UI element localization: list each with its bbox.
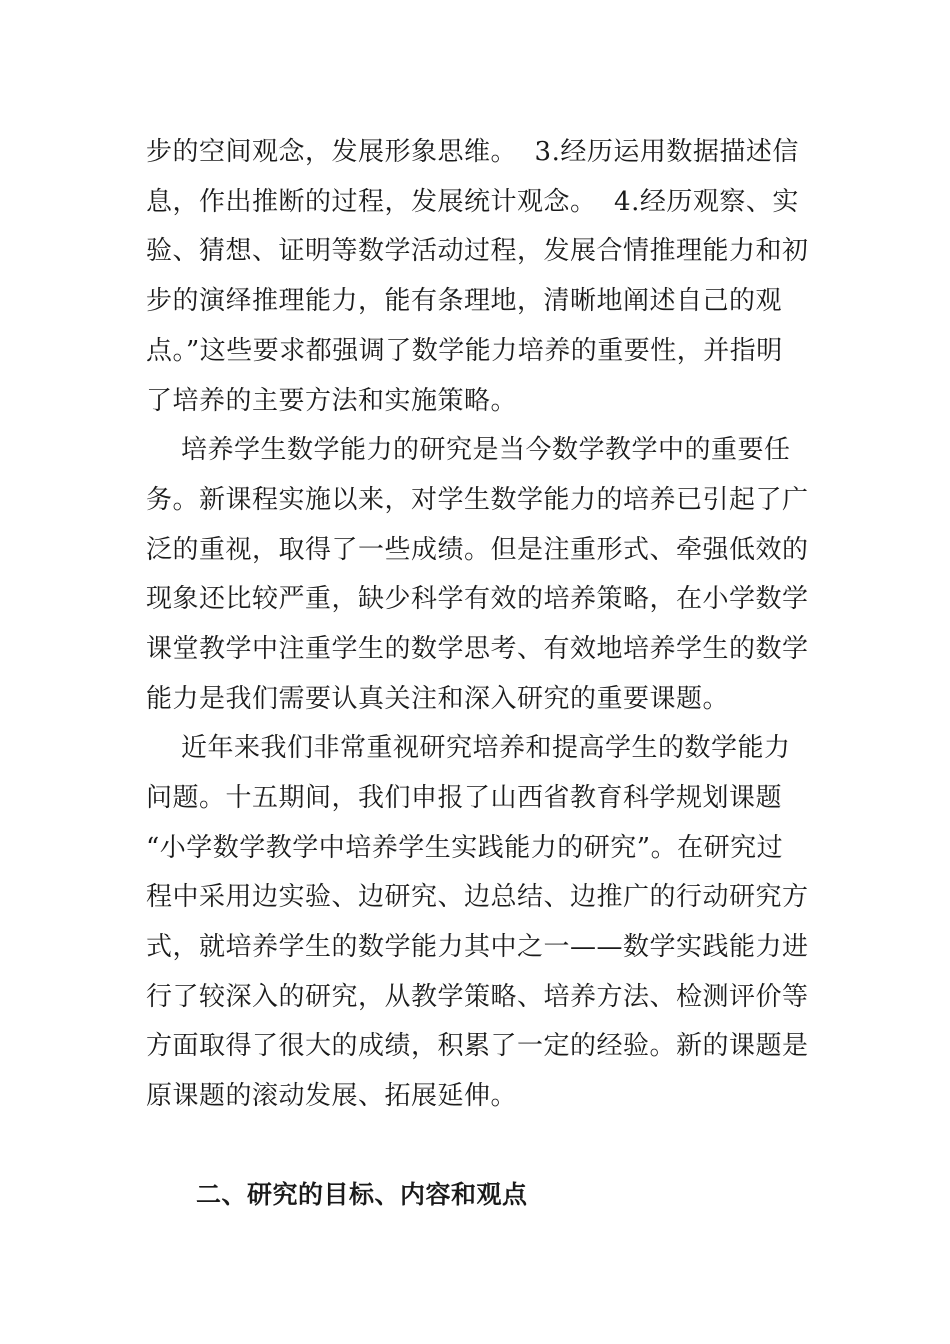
text-line: 息，作出推断的过程，发展统计观念。 4.经历观察、实: [146, 187, 799, 217]
text-line: 近年来我们非常重视研究培养和提高学生的数学能力: [146, 733, 791, 763]
text-line: 原课题的滚动发展、拓展延伸。: [146, 1081, 518, 1111]
text-line: 问题。十五期间，我们申报了山西省教育科学规划课题: [146, 783, 783, 813]
text-line: 步的演绎推理能力，能有条理地，清晰地阐述自己的观: [146, 286, 783, 316]
text-line: 点。”这些要求都强调了数学能力培养的重要性，并指明: [146, 336, 783, 366]
text-line: 能力是我们需要认真关注和深入研究的重要课题。: [146, 684, 730, 714]
text-line: 培养学生数学能力的研究是当今数学教学中的重要任: [146, 435, 791, 465]
text-line: 步的空间观念，发展形象思维。 3.经历运用数据描述信: [146, 137, 799, 167]
text-line: 了培养的主要方法和实施策略。: [146, 386, 518, 416]
text-line: 方面取得了很大的成绩，积累了一定的经验。新的课题是: [146, 1031, 809, 1061]
text-line: 务。新课程实施以来，对学生数学能力的培养已引起了广: [146, 485, 809, 515]
text-line: 现象还比较严重，缺少科学有效的培养策略，在小学数学: [146, 584, 809, 614]
text-line: 式，就培养学生的数学能力其中之一——数学实践能力进: [146, 932, 809, 962]
text-line: 验、猜想、证明等数学活动过程，发展合情推理能力和初: [146, 236, 809, 266]
text-line: 程中采用边实验、边研究、边总结、边推广的行动研究方: [146, 882, 809, 912]
text-line: “小学数学教学中培养学生实践能力的研究”。在研究过: [146, 833, 784, 863]
text-line: 泛的重视，取得了一些成绩。但是注重形式、牵强低效的: [146, 535, 809, 565]
text-line: 行了较深入的研究，从教学策略、培养方法、检测评价等: [146, 982, 809, 1012]
text-line: 课堂教学中注重学生的数学思考、有效地培养学生的数学: [146, 634, 809, 664]
section-heading: 二、研究的目标、内容和观点: [196, 1180, 528, 1209]
